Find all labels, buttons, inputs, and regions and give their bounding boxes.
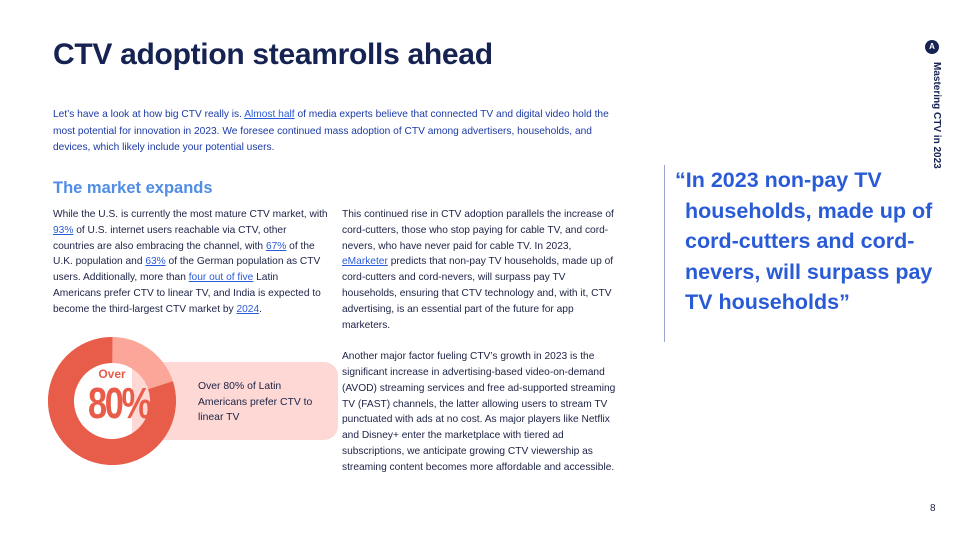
stat-callout-text: Over 80% of Latin Americans prefer CTV to linear TV <box>198 381 313 424</box>
body-text: of the U.K. population and <box>53 240 315 268</box>
donut-over-label: Over <box>98 367 126 381</box>
almost-half-link[interactable]: Almost half <box>244 109 295 120</box>
four-out-of-five-link[interactable]: four out of five <box>188 272 254 284</box>
body-text: Latin Americans prefer CTV to linear TV, and India is expected to become the third-largest CTV market by <box>53 272 321 315</box>
body-text: While the U.S. is currently the most mature CTV market, with <box>53 209 328 220</box>
page-number: 8 <box>930 503 936 514</box>
intro-text: of media experts believe that connected TV and digital video hold the most potential for innovation in 2023. We foresee continued mass adoption of CTV among advertisers, households, and devices, which likely include your potential users. <box>53 109 609 153</box>
emarketer-link[interactable]: eMarketer <box>342 256 388 268</box>
intro-text: Let’s have a look at how big CTV really is. <box>53 109 245 120</box>
body-text: predicts that non-pay TV households, made up of cord-cutters and cord-nevers, will surpass pay TV households, ensuring that CTV technology and, with it, CTV advertising, is an essential part of the future for app marketers. <box>342 256 614 331</box>
avod-paragraph: Another major factor fueling CTV’s growth in 2023 is the significant increase in advertising-based video-on-demand (AVOD) streaming services and free ad-supported streaming TV (FAST) channels, the latter allowing users to stream TV punctuated with ads at no cost. As major players like Netflix and Disney+ enter the marketplace with tiered ad subscriptions, we anticipate growing CTV viewership as streaming content becomes more affordable and accessible. <box>342 351 616 473</box>
pull-quote: “In 2023 non-pay TV households, made up of cord-cutters and cord-nevers, will surpass pay TV households” <box>675 168 933 315</box>
donut-value: 80% <box>88 379 150 428</box>
stat-67-link[interactable]: 67% <box>265 240 287 252</box>
side-label: Mastering CTV in 2023 <box>931 62 942 169</box>
body-text: of U.S. internet users reachable via CTV, other countries are also embracing the channel, with <box>53 224 287 252</box>
trend-paragraph <box>342 207 617 333</box>
body-text: This continued rise in CTV adoption parallels the increase of cord-cutters, those who stop paying for cable TV, and cord-nevers, who have never paid for cable TV. In 2023, <box>342 209 614 252</box>
section-heading: The market expands <box>53 179 213 197</box>
intro-paragraph <box>53 107 613 157</box>
body-text: . <box>259 303 262 315</box>
stat-63-link[interactable]: 63% <box>145 256 166 268</box>
trend-column <box>342 207 617 491</box>
quote-divider <box>664 165 665 342</box>
year-2024-link[interactable]: 2024 <box>236 303 260 315</box>
page-title: CTV adoption steamrolls ahead <box>53 38 493 71</box>
brand-logo-icon: A <box>925 40 939 54</box>
market-paragraph <box>53 207 328 318</box>
body-text: of the German population as CTV users. Additionally, more than <box>53 256 321 284</box>
stat-93-link[interactable]: 93% <box>53 224 74 236</box>
